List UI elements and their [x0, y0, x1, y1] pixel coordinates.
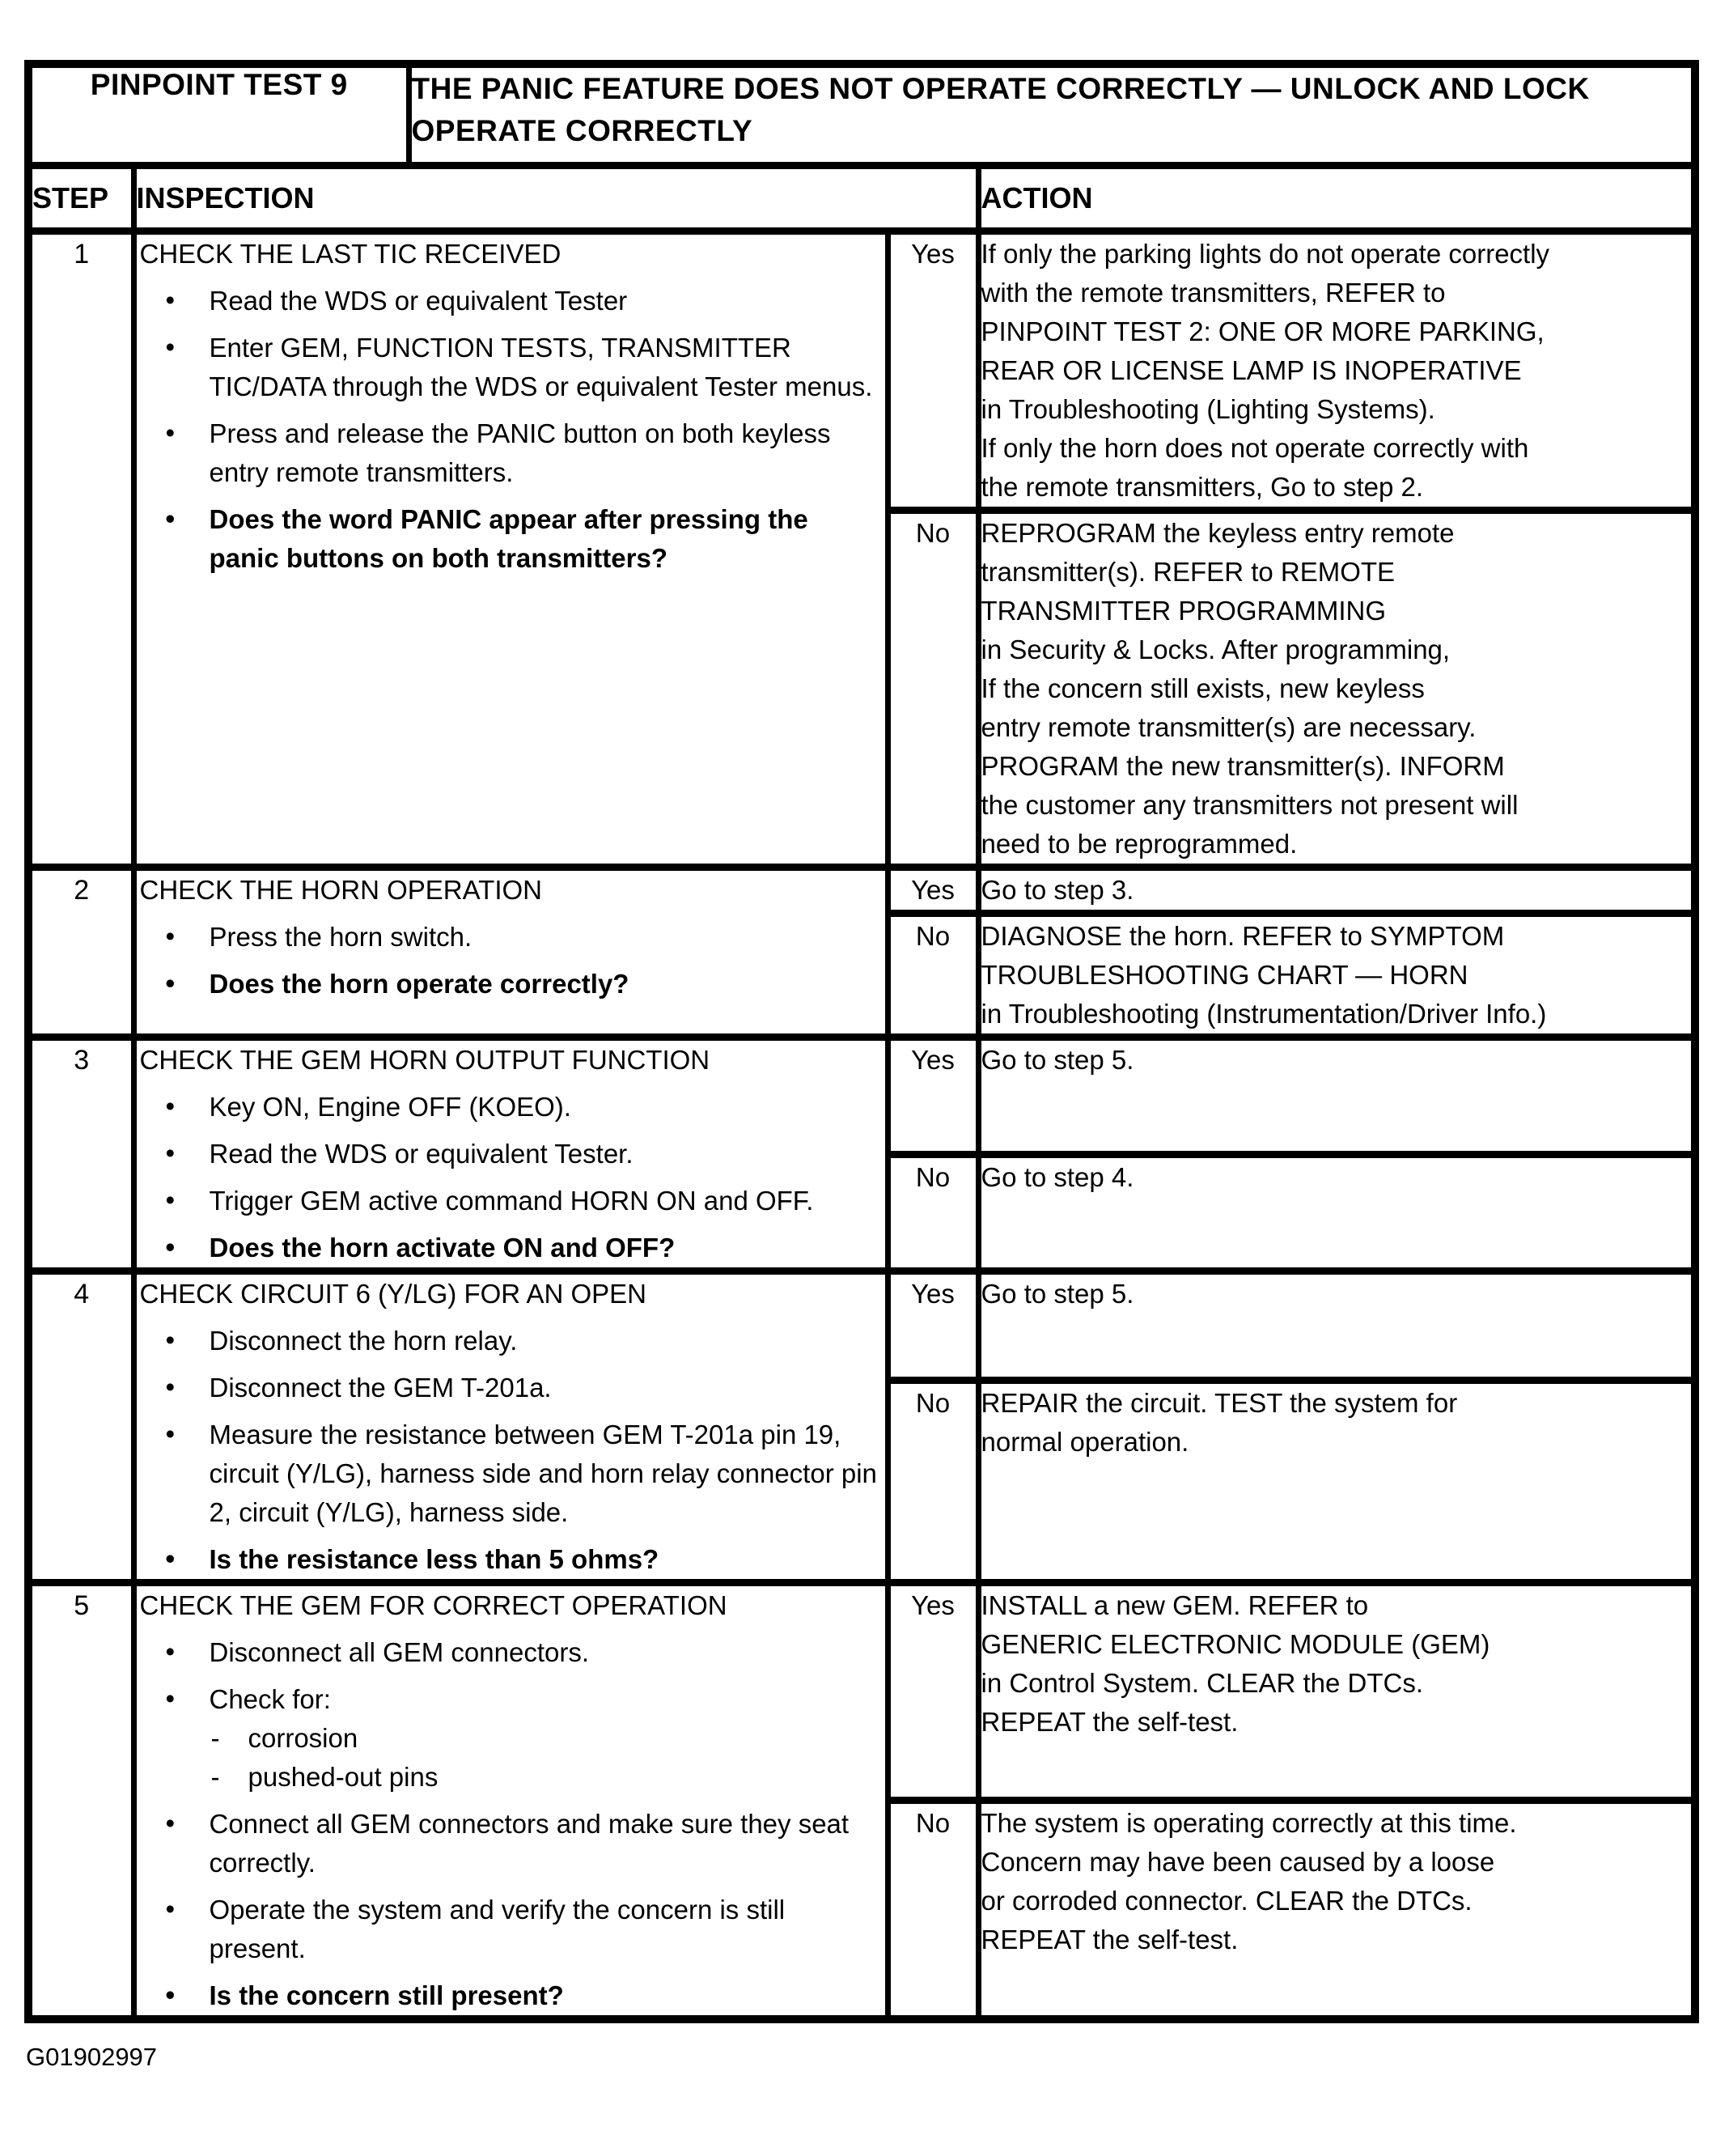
bullet-icon: • [165, 1980, 176, 2010]
bullet-item [137, 1229, 885, 1267]
bullet-icon: • [165, 1636, 176, 1666]
bullet-item [137, 500, 885, 578]
bullet-item [137, 414, 885, 492]
action-line: normal operation. [981, 1427, 1189, 1458]
bullet-icon: • [165, 285, 176, 315]
action-cell [978, 1038, 1695, 1155]
bullet-item [137, 1891, 885, 1968]
bullet-text: Does the word PANIC appear after pressing the panic buttons on both transmitters? [209, 504, 808, 573]
action-line: REPAIR the circuit. TEST the system for [981, 1388, 1458, 1419]
action-line: REPROGRAM the keyless entry remote [981, 518, 1455, 548]
inspection-bullet-list [137, 918, 885, 1004]
action-cell [978, 1271, 1695, 1381]
step-row [28, 231, 1695, 511]
action-cell [978, 868, 1695, 914]
bullet-sub-item [210, 1758, 885, 1797]
action-cell [978, 1381, 1695, 1583]
answer-label: No [915, 1808, 951, 1839]
action-line: with the remote transmitters, REFER to [981, 278, 1446, 308]
inspection-bullet-list [137, 282, 885, 578]
action-line: TROUBLESHOOTING CHART — HORN [981, 960, 1468, 990]
answer-cell [888, 1583, 978, 1801]
action-line: REAR OR LICENSE LAMP IS INOPERATIVE [981, 355, 1522, 385]
bullet-item [137, 329, 885, 406]
inspection-title: CHECK THE HORN OPERATION [139, 875, 542, 905]
action-cell [978, 914, 1695, 1038]
answer-cell [888, 231, 978, 511]
inspection-cell [133, 1271, 888, 1583]
test-table-header [28, 64, 1695, 231]
step-number-cell [28, 868, 133, 1038]
bullet-icon: • [165, 1372, 176, 1402]
answer-label: Yes [911, 1045, 955, 1075]
answer-cell [888, 1271, 978, 1381]
action-line: The system is operating correctly at this time. [981, 1808, 1517, 1839]
column-header-step: STEP [28, 166, 133, 231]
answer-label: No [915, 1161, 951, 1192]
dash-icon: - [210, 1762, 220, 1792]
inspection-title: CHECK THE LAST TIC RECEIVED [139, 239, 561, 269]
step-number-cell [28, 1583, 133, 2020]
bullet-text: Disconnect the GEM T-201a. [209, 1373, 552, 1403]
bullet-sub-text: corrosion [248, 1723, 358, 1753]
action-line: Go to step 5. [981, 1279, 1134, 1309]
bullet-icon: • [165, 418, 176, 448]
bullet-item [137, 1322, 885, 1360]
bullet-icon: • [165, 921, 176, 951]
action-line: If only the horn does not operate correctly with [981, 433, 1529, 463]
inspection-cell [133, 1038, 888, 1271]
inspection-bullet-list [137, 1088, 885, 1267]
test-header-row [28, 64, 1695, 166]
step-number-cell [28, 231, 133, 868]
bullet-text: Disconnect the horn relay. [209, 1326, 518, 1356]
bullet-item [137, 1540, 885, 1579]
bullet-text: Trigger GEM active command HORN ON and OFF. [209, 1186, 814, 1216]
bullet-text: Is the resistance less than 5 ohms? [209, 1544, 659, 1574]
pinpoint-test-label: PINPOINT TEST 9 [28, 64, 409, 166]
bullet-item [137, 1633, 885, 1672]
action-line: Go to step 3. [981, 875, 1134, 905]
answer-label: Yes [911, 1279, 955, 1309]
bullet-item [137, 918, 885, 957]
bullet-icon: • [165, 1325, 176, 1355]
bullet-item [137, 1369, 885, 1407]
answer-label: No [915, 1388, 951, 1419]
action-line: in Security & Locks. After programming, [981, 634, 1451, 664]
bullet-icon: • [165, 1185, 176, 1215]
bullet-icon: • [165, 1543, 176, 1573]
step-row [28, 1038, 1695, 1155]
bullet-icon: • [165, 1232, 176, 1262]
bullet-item [137, 1415, 885, 1532]
action-line: the customer any transmitters not present will [981, 790, 1519, 820]
inspection-cell [133, 231, 888, 868]
action-cell [978, 1154, 1695, 1271]
bullet-text: Press and release the PANIC button on both keyless entry remote transmitters. [209, 418, 831, 487]
bullet-text: Key ON, Engine OFF (KOEO). [209, 1092, 571, 1122]
bullet-text: Does the horn activate ON and OFF? [209, 1233, 676, 1263]
bullet-item [137, 282, 885, 320]
bullet-icon: • [165, 1808, 176, 1838]
action-line: Go to step 4. [981, 1161, 1134, 1192]
action-line: REPEAT the self-test. [981, 1707, 1239, 1737]
answer-label: Yes [911, 239, 955, 269]
inspection-bullet-list [137, 1633, 885, 2015]
step-number-cell [28, 1271, 133, 1583]
answer-cell [888, 868, 978, 914]
bullet-text: Check for: [209, 1684, 331, 1714]
step-number: 4 [74, 1279, 90, 1309]
step-number-cell [28, 1038, 133, 1271]
bullet-icon: • [165, 1091, 176, 1121]
step-row [28, 868, 1695, 914]
answer-cell [888, 1801, 978, 2019]
bullet-item [137, 1088, 885, 1127]
bullet-sub-item [210, 1719, 885, 1758]
action-line: in Control System. CLEAR the DTCs. [981, 1668, 1423, 1698]
action-line: INSTALL a new GEM. REFER to [981, 1590, 1369, 1620]
bullet-icon: • [165, 968, 176, 998]
answer-label: No [915, 921, 951, 951]
action-line: need to be reprogrammed. [981, 829, 1298, 859]
action-line: entry remote transmitter(s) are necessary. [981, 712, 1477, 742]
bullet-text: Operate the system and verify the concern is still present. [209, 1895, 786, 1963]
dash-icon: - [210, 1723, 220, 1753]
pinpoint-test-title: THE PANIC FEATURE DOES NOT OPERATE CORRECTLY — UNLOCK AND LOCK OPERATE CORRECTLY [409, 64, 1695, 166]
bullet-text: Read the WDS or equivalent Tester. [209, 1139, 634, 1169]
bullet-text: Measure the resistance between GEM T-201a pin 19, circuit (Y/LG), harness side and horn relay connector pin 2, circuit (Y/LG), harness side. [209, 1420, 877, 1527]
bullet-text: Read the WDS or equivalent Tester [209, 286, 628, 316]
action-cell [978, 511, 1695, 868]
inspection-cell [133, 1583, 888, 2020]
bullet-text: Is the concern still present? [209, 1980, 564, 2010]
inspection-title: CHECK THE GEM FOR CORRECT OPERATION [139, 1590, 727, 1620]
action-line: PROGRAM the new transmitter(s). INFORM [981, 751, 1505, 781]
action-cell [978, 1583, 1695, 1801]
action-line: PINPOINT TEST 2: ONE OR MORE PARKING, [981, 316, 1545, 346]
bullet-icon: • [165, 1683, 176, 1713]
column-header-inspection: INSPECTION [133, 166, 978, 231]
bullet-item [137, 965, 885, 1004]
bullet-item [137, 1680, 885, 1797]
inspection-title: CHECK THE GEM HORN OUTPUT FUNCTION [139, 1045, 710, 1075]
test-table-body [28, 231, 1695, 2020]
bullet-text: Enter GEM, FUNCTION TESTS, TRANSMITTER TIC/DATA through the WDS or equivalent Tester menus. [209, 333, 873, 401]
inspection-bullet-list [137, 1322, 885, 1579]
bullet-text: Disconnect all GEM connectors. [209, 1637, 590, 1667]
answer-cell [888, 914, 978, 1038]
answer-label: Yes [911, 1590, 955, 1620]
action-line: REPEAT the self-test. [981, 1925, 1239, 1955]
bullet-sub-text: pushed-out pins [248, 1762, 439, 1792]
answer-cell [888, 1154, 978, 1271]
figure-id: G01902997 [26, 2043, 158, 2071]
bullet-icon: • [165, 332, 176, 362]
column-header-row [28, 166, 1695, 231]
bullet-item [137, 1805, 885, 1882]
action-line: If only the parking lights do not operate correctly [981, 239, 1550, 269]
answer-label: No [915, 518, 951, 548]
action-line: GENERIC ELECTRONIC MODULE (GEM) [981, 1629, 1490, 1659]
action-line: transmitter(s). REFER to REMOTE [981, 557, 1396, 587]
action-line: in Troubleshooting (Lighting Systems). [981, 394, 1435, 424]
step-number: 3 [74, 1045, 90, 1076]
action-line: in Troubleshooting (Instrumentation/Driver Info.) [981, 999, 1547, 1029]
answer-label: Yes [911, 875, 955, 905]
step-number: 2 [74, 875, 90, 906]
answer-cell [888, 1038, 978, 1155]
bullet-icon: • [165, 503, 176, 533]
step-row [28, 1271, 1695, 1381]
bullet-icon: • [165, 1419, 176, 1449]
bullet-item [137, 1976, 885, 2015]
bullet-item [137, 1135, 885, 1173]
bullet-icon: • [165, 1894, 176, 1924]
action-line: Go to step 5. [981, 1045, 1134, 1075]
action-line: Concern may have been caused by a loose [981, 1847, 1495, 1878]
column-header-action: ACTION [978, 166, 1695, 231]
step-row [28, 1583, 1695, 1801]
inspection-cell [133, 868, 888, 1038]
inspection-title: CHECK CIRCUIT 6 (Y/LG) FOR AN OPEN [139, 1279, 646, 1309]
action-line: If the concern still exists, new keyless [981, 673, 1425, 703]
action-cell [978, 1801, 1695, 2019]
bullet-text: Does the horn operate correctly? [209, 969, 629, 999]
answer-cell [888, 1381, 978, 1583]
action-line: DIAGNOSE the horn. REFER to SYMPTOM [981, 921, 1505, 951]
bullet-icon: • [165, 1138, 176, 1168]
answer-cell [888, 511, 978, 868]
bullet-item [137, 1182, 885, 1220]
bullet-text: Press the horn switch. [209, 922, 472, 952]
action-line: or corroded connector. CLEAR the DTCs. [981, 1886, 1473, 1916]
step-number: 5 [74, 1590, 90, 1621]
action-line: the remote transmitters, Go to step 2. [981, 472, 1424, 502]
step-number: 1 [74, 239, 90, 270]
action-line: TRANSMITTER PROGRAMMING [981, 596, 1386, 626]
pinpoint-test-table [24, 60, 1699, 2023]
action-cell [978, 231, 1695, 511]
bullet-text: Connect all GEM connectors and make sure they seat correctly. [209, 1809, 850, 1878]
